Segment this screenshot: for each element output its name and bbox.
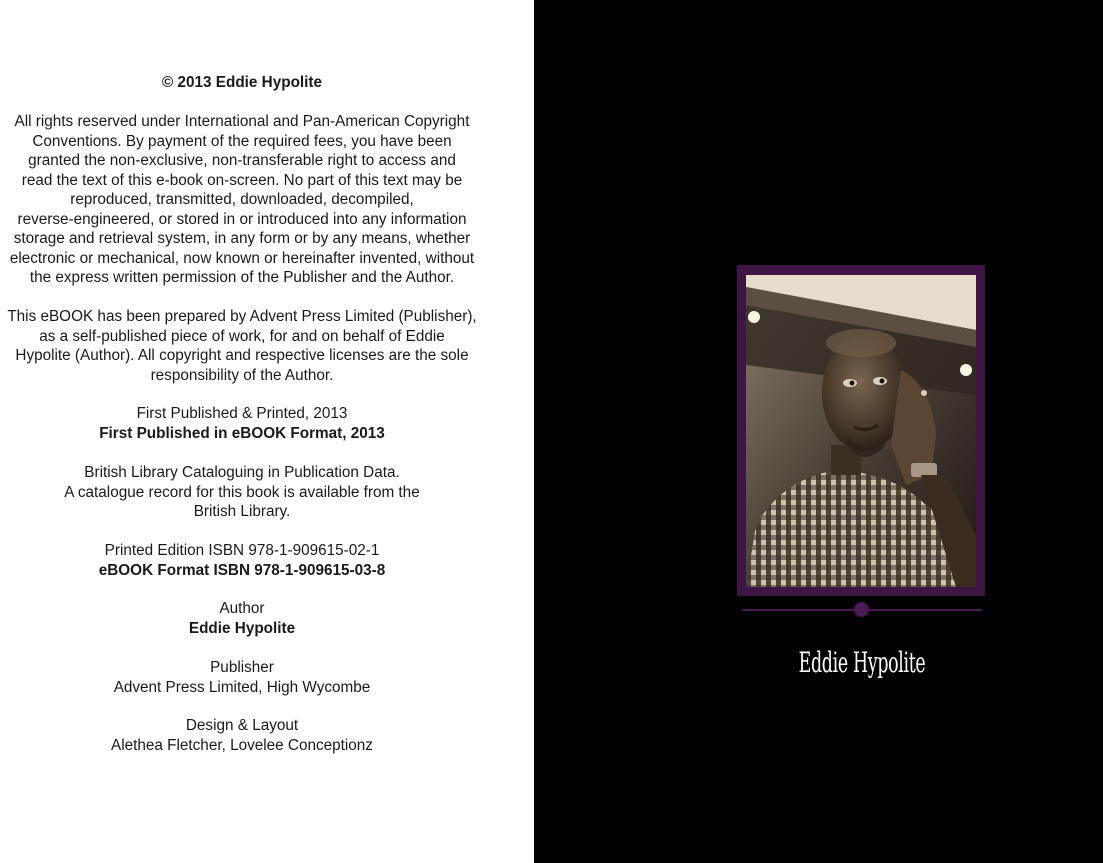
author-name: Eddie Hypolite xyxy=(188,619,296,637)
isbn-ebook: eBOOK Format ISBN 978-1-909615-03-8 xyxy=(98,561,386,579)
rights-line: Conventions. By payment of the required fees, you have been xyxy=(32,132,452,150)
prepared-line: Hypolite (Author). All copyright and respective licenses are the sole xyxy=(15,347,469,364)
cataloguing-line: A catalogue record for this book is available from the xyxy=(64,483,420,501)
rights-paragraph xyxy=(0,112,502,288)
author-photo-page xyxy=(534,0,1103,863)
prepared-line: responsibility of the Author. xyxy=(150,366,334,384)
rights-line: reproduced, transmitted, downloaded, decompiled, xyxy=(70,191,414,208)
design-label: Design & Layout xyxy=(185,717,299,734)
cataloguing-line: British Library. xyxy=(193,503,291,520)
design-name: Alethea Fletcher, Lovelee Conceptionz xyxy=(111,736,373,754)
rights-line: All rights reserved under International and Pan-American Copyright xyxy=(14,113,470,130)
author-photo xyxy=(746,275,976,587)
copyright-page xyxy=(0,0,534,863)
publisher-label: Publisher xyxy=(210,659,274,676)
copyright-heading-block xyxy=(0,73,502,93)
rights-line: reverse-engineered, or stored in or introduced into any information xyxy=(17,210,467,228)
cataloguing-block xyxy=(0,463,502,522)
author-credit-block xyxy=(0,599,502,638)
first-ebook: First Published in eBOOK Format, 2013 xyxy=(99,424,385,442)
publication-block xyxy=(0,404,502,443)
photo-frame xyxy=(737,265,985,596)
publisher-credit-block xyxy=(0,658,502,697)
design-credit-block xyxy=(0,716,502,755)
rights-line: storage and retrieval system, in any form or by any means, whether xyxy=(13,230,471,247)
cataloguing-line: British Library Cataloguing in Publication Data. xyxy=(84,464,400,481)
prepared-line: This eBOOK has been prepared by Advent Press Limited (Publisher), xyxy=(7,308,477,325)
rights-line: the express written permission of the Publisher and the Author. xyxy=(29,269,455,286)
cover-author-name: Eddie Hypolite xyxy=(798,646,926,679)
publisher-name: Advent Press Limited, High Wycombe xyxy=(113,678,371,696)
isbn-block xyxy=(0,541,502,580)
divider-dot xyxy=(854,602,869,617)
prepared-line: as a self-published piece of work, for and on behalf of Eddie xyxy=(39,327,445,345)
rights-line: granted the non-exclusive, non-transferable right to access and xyxy=(28,152,456,169)
isbn-printed: Printed Edition ISBN 978-1-909615-02-1 xyxy=(104,542,380,559)
rights-line: electronic or mechanical, now known or hereinafter invented, without xyxy=(9,249,475,267)
first-printed: First Published & Printed, 2013 xyxy=(136,405,348,422)
rights-line: read the text of this e-book on-screen. No part of this text may be xyxy=(21,171,463,189)
author-label: Author xyxy=(219,600,265,617)
prepared-paragraph xyxy=(0,307,502,385)
copyright-line: © 2013 Eddie Hypolite xyxy=(161,74,323,91)
